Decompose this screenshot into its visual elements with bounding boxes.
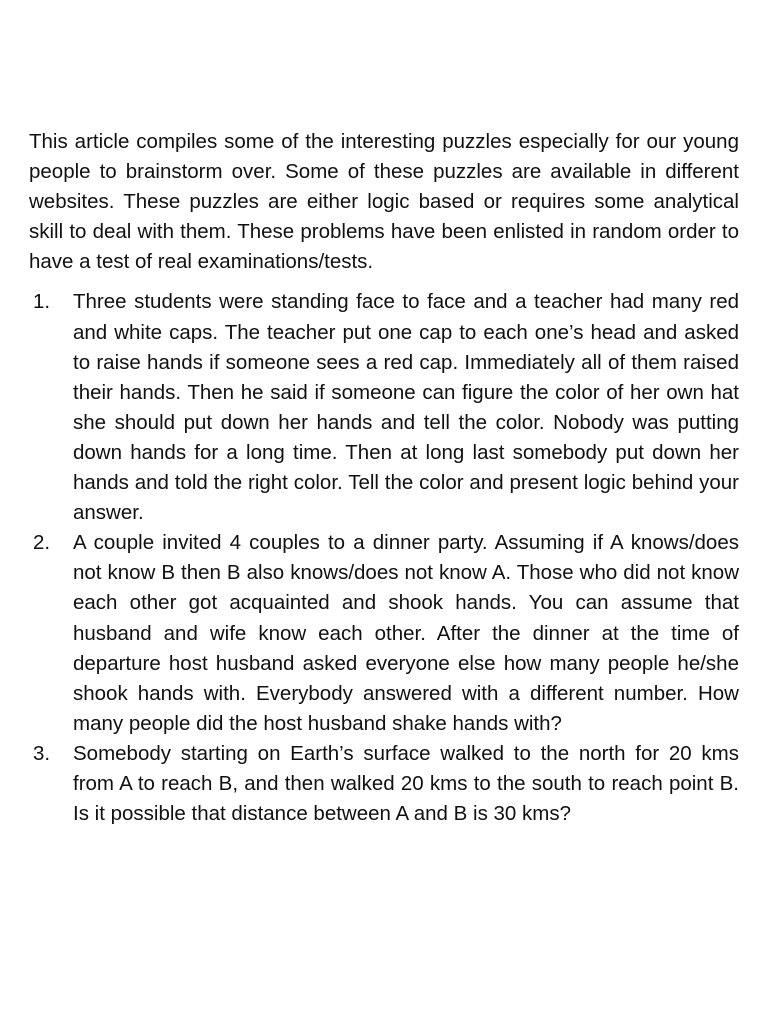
puzzle-number: 2. [33, 531, 51, 555]
puzzle-text: Three students were standing face to face and a teacher had many red and white caps. The teacher put one cap to each one’s head and asked to raise hands if someone sees a red cap. Immediately all of them raised their hands. Then he said if someone can figure the color of her own hat she should put down her hands and tell the color. Nobody was putting down hands for a long time. Then at long last somebody put down her hands and told the right color. Tell the color and present logic behind your answer. [73, 290, 739, 525]
puzzle-text: Somebody starting on Earth’s surface walked to the north for 20 kms from A to reach B, and then walked 20 kms to the south to reach point B. Is it possible that distance between A and B is 30 kms? [73, 741, 739, 826]
puzzle-item-2 [29, 528, 739, 739]
puzzle-item-1 [29, 287, 739, 528]
puzzle-text: A couple invited 4 couples to a dinner party. Assuming if A knows/does not know B then B also knows/does not know A. Those who did not know each other got acquainted and shook hands. You can assume that husband and wife know each other. After the dinner at the time of departure host husband asked everyone else how many people he/she shook hands with. Everybody answered with a different number. How many people did the host husband shake hands with? [73, 531, 739, 735]
puzzle-list [29, 287, 739, 829]
intro-paragraph: This article compiles some of the interesting puzzles especially for our young people to brainstorm over. Some of these puzzles are available in different websites. These puzzles are either logic based or requires some analytical skill to deal with them. These problems have been enlisted in random order to have a test of real examinations/tests. [29, 130, 739, 274]
document-body [29, 127, 739, 829]
puzzle-number: 3. [33, 741, 51, 765]
puzzle-number: 1. [33, 290, 51, 314]
puzzle-item-3 [29, 739, 739, 829]
